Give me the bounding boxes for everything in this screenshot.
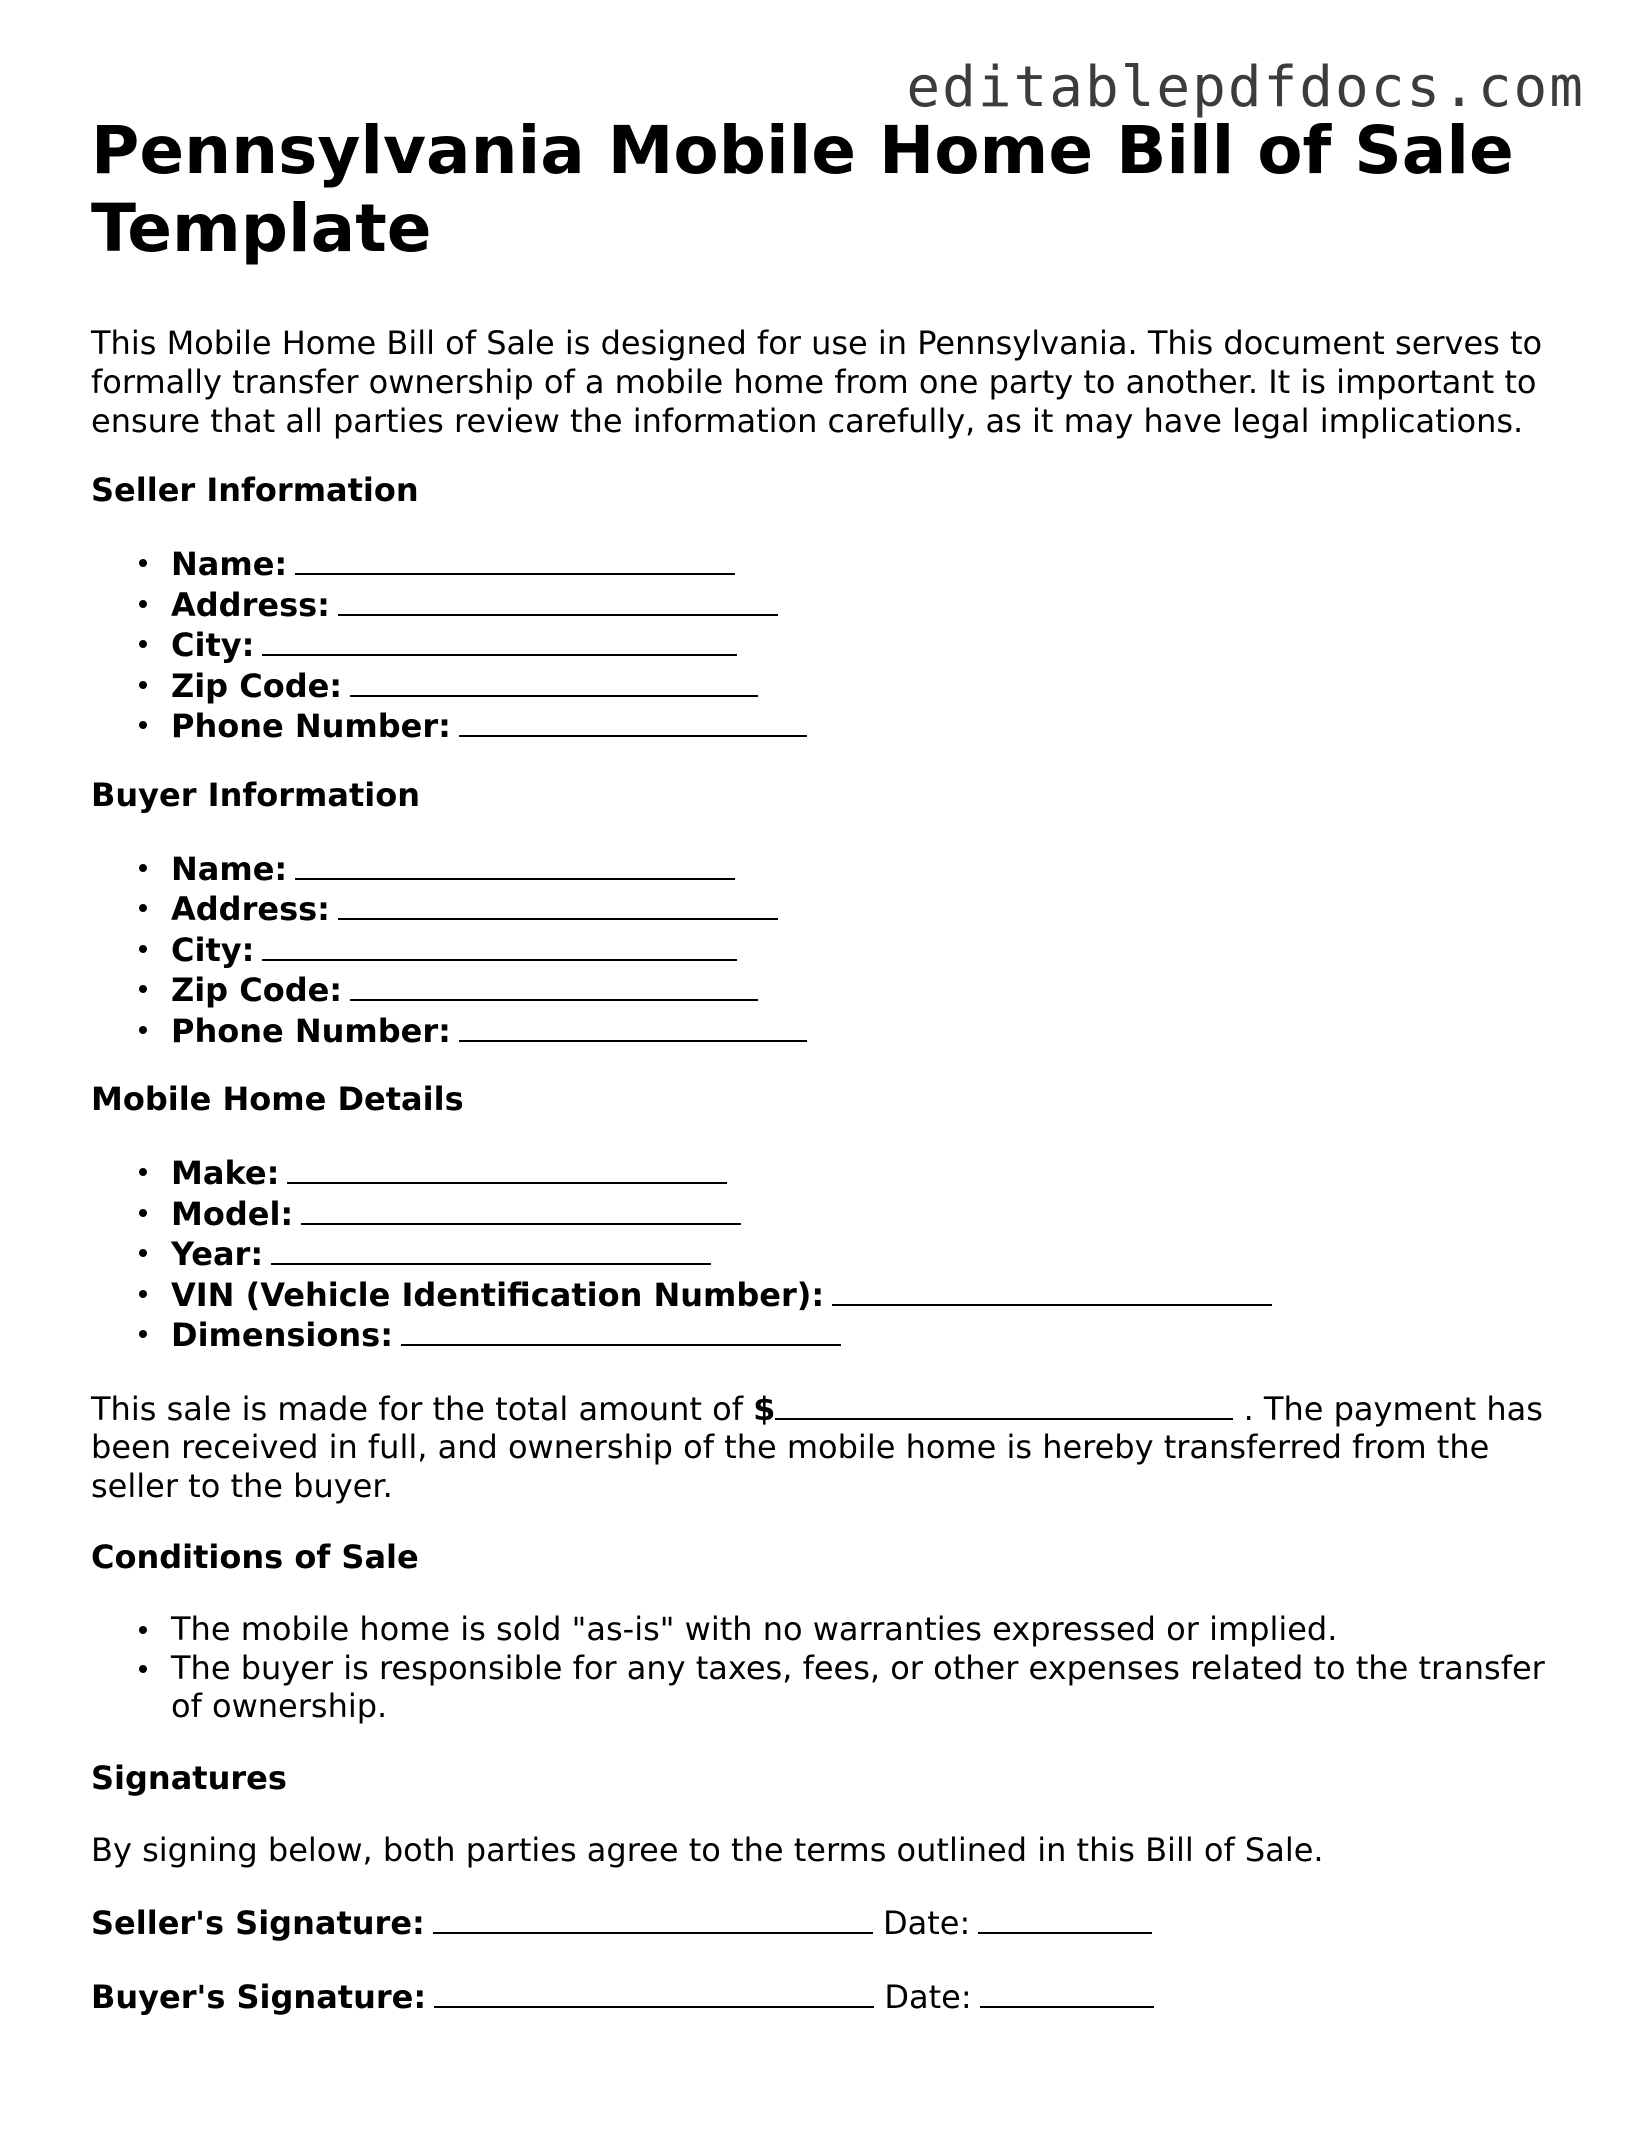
seller-phone-blank[interactable] [459,705,807,737]
seller-date-label: Date: [882,1904,971,1942]
home-vin-blank[interactable] [832,1274,1272,1306]
buyer-address-field: Address: [171,888,1571,929]
buyer-name-field: Name: [171,848,1571,889]
conditions-heading: Conditions of Sale [91,1538,419,1576]
buyer-address-blank[interactable] [338,888,778,920]
buyer-date-blank[interactable] [980,1976,1154,2008]
watermark: editablepdfdocs.com [906,55,1585,120]
conditions-list [91,1610,1571,1726]
home-dimensions-blank[interactable] [401,1314,841,1346]
seller-phone-field: Phone Number: [171,705,1571,746]
buyer-city-blank[interactable] [262,929,737,961]
seller-heading: Seller Information [91,471,419,509]
condition-item: The buyer is responsible for any taxes, fees, or other expenses related to the transfer of ownership. [171,1649,1571,1726]
home-heading: Mobile Home Details [91,1080,464,1118]
home-year-blank[interactable] [271,1233,711,1265]
home-year-field: Year: [171,1233,1571,1274]
buyer-zip-field: Zip Code: [171,969,1571,1010]
sale-paragraph: This sale is made for the total amount of $ . The payment has been received in full, and ownership of the mobile home is hereby transferred from the seller to the buyer. [91,1389,1543,1505]
intro-paragraph: This Mobile Home Bill of Sale is designed for use in Pennsylvania. This document serves to formally transfer ownership of a mobile home from one party to another. It is important to ensure that all parties review the information carefully, as it may have legal implications. [91,324,1543,440]
buyer-name-blank[interactable] [295,848,735,880]
home-vin-field: VIN (Vehicle Identification Number): [171,1274,1571,1315]
buyer-heading: Buyer Information [91,775,420,814]
seller-date-blank[interactable] [978,1902,1152,1934]
buyer-fields [91,848,1571,1051]
buyer-phone-field: Phone Number: [171,1010,1571,1051]
buyer-signature-label: Buyer's Signature: [91,1977,427,2016]
seller-name-field: Name: [171,543,1571,584]
seller-fields [91,543,1571,746]
home-model-field: Model: [171,1193,1571,1234]
buyer-phone-blank[interactable] [459,1010,807,1042]
home-make-blank[interactable] [287,1152,727,1184]
sale-amount-blank[interactable] [775,1388,1233,1420]
buyer-signature-blank[interactable] [434,1976,874,2008]
buyer-city-field: City: [171,929,1571,970]
home-model-blank[interactable] [301,1193,741,1225]
condition-item: The mobile home is sold "as-is" with no warranties expressed or implied. [171,1610,1571,1649]
seller-name-blank[interactable] [295,543,735,575]
seller-signature-blank[interactable] [433,1902,873,1934]
seller-zip-field: Zip Code: [171,665,1571,706]
currency-symbol: $ [753,1389,776,1428]
home-fields [91,1152,1571,1355]
home-dimensions-field: Dimensions: [171,1314,1571,1355]
buyer-signature-row [91,1976,1571,2017]
seller-signature-row [91,1902,1571,1943]
buyer-zip-blank[interactable] [350,969,758,1001]
signatures-heading: Signatures [91,1758,287,1797]
seller-address-blank[interactable] [338,584,778,616]
seller-city-blank[interactable] [262,624,737,656]
seller-signature-label: Seller's Signature: [91,1904,425,1942]
seller-city-field: City: [171,624,1571,665]
home-make-field: Make: [171,1152,1571,1193]
page-title: Pennsylvania Mobile Home Bill of Sale Template [91,112,1514,267]
document-page [91,112,1571,2016]
signatures-text: By signing below, both parties agree to the terms outlined in this Bill of Sale. [91,1830,1324,1869]
buyer-date-label: Date: [884,1977,972,2016]
seller-address-field: Address: [171,584,1571,625]
seller-zip-blank[interactable] [350,665,758,697]
